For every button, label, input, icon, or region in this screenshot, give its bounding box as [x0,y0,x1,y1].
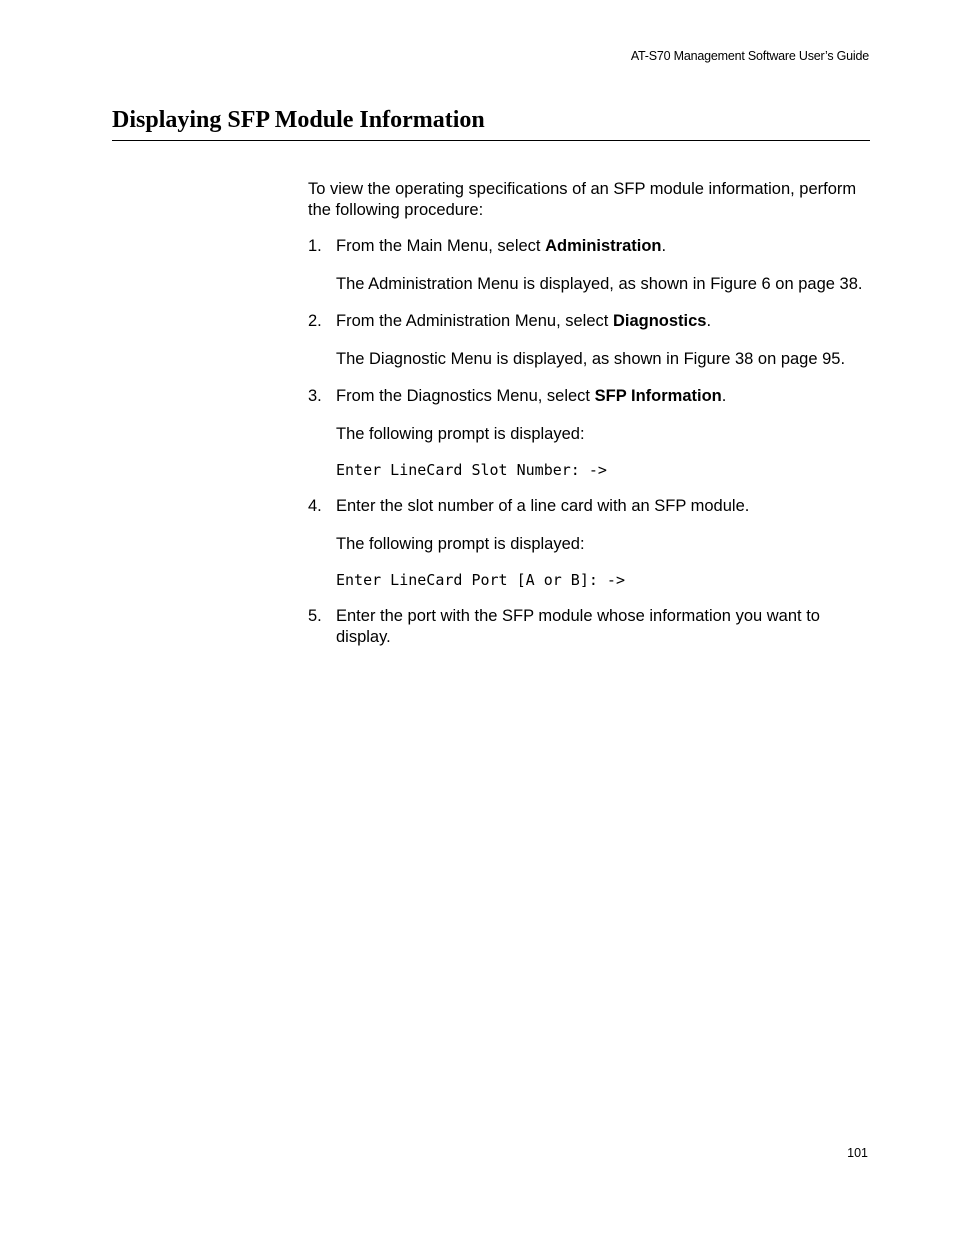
step-instruction: Enter the slot number of a line card with an SFP module. [336,497,750,515]
procedure-body [308,179,873,664]
step-instruction: From the Main Menu, select Administration. [336,237,667,255]
step-number: 5. [308,607,322,625]
step-number: 2. [308,312,322,330]
step-3 [308,386,873,480]
step-5 [308,606,873,648]
prompt-code: Enter LineCard Port [A or B]: -> [336,571,625,589]
step-instruction: From the Diagnostics Menu, select SFP Information. [336,387,727,405]
step-note: The Diagnostic Menu is displayed, as shown in Figure 38 on page 95. [336,350,846,368]
menu-option: Administration [545,237,662,255]
step-instruction: From the Administration Menu, select Diagnostics. [336,312,712,330]
step-note: The following prompt is displayed: [336,425,585,443]
step-instruction: Enter the port with the SFP module whose information you want to display. [336,607,820,646]
title-rule [112,140,870,141]
step-2 [308,311,873,370]
step-number: 1. [308,237,322,255]
step-note: The Administration Menu is displayed, as shown in Figure 6 on page 38. [336,275,863,293]
intro-paragraph: To view the operating specifications of an SFP module information, perform the following procedure: [308,180,857,219]
step-number: 4. [308,497,322,515]
prompt-code: Enter LineCard Slot Number: -> [336,461,607,479]
page-number: 101 [847,1146,868,1160]
step-note: The following prompt is displayed: [336,535,585,553]
menu-option: Diagnostics [612,312,707,330]
menu-option: SFP Information [594,387,722,405]
running-header: AT-S70 Management Software User’s Guide [630,49,869,63]
step-1 [308,236,873,295]
procedure-steps [308,236,873,648]
step-4 [308,496,873,590]
section-title: Displaying SFP Module Information [112,107,485,133]
step-number: 3. [308,387,322,405]
